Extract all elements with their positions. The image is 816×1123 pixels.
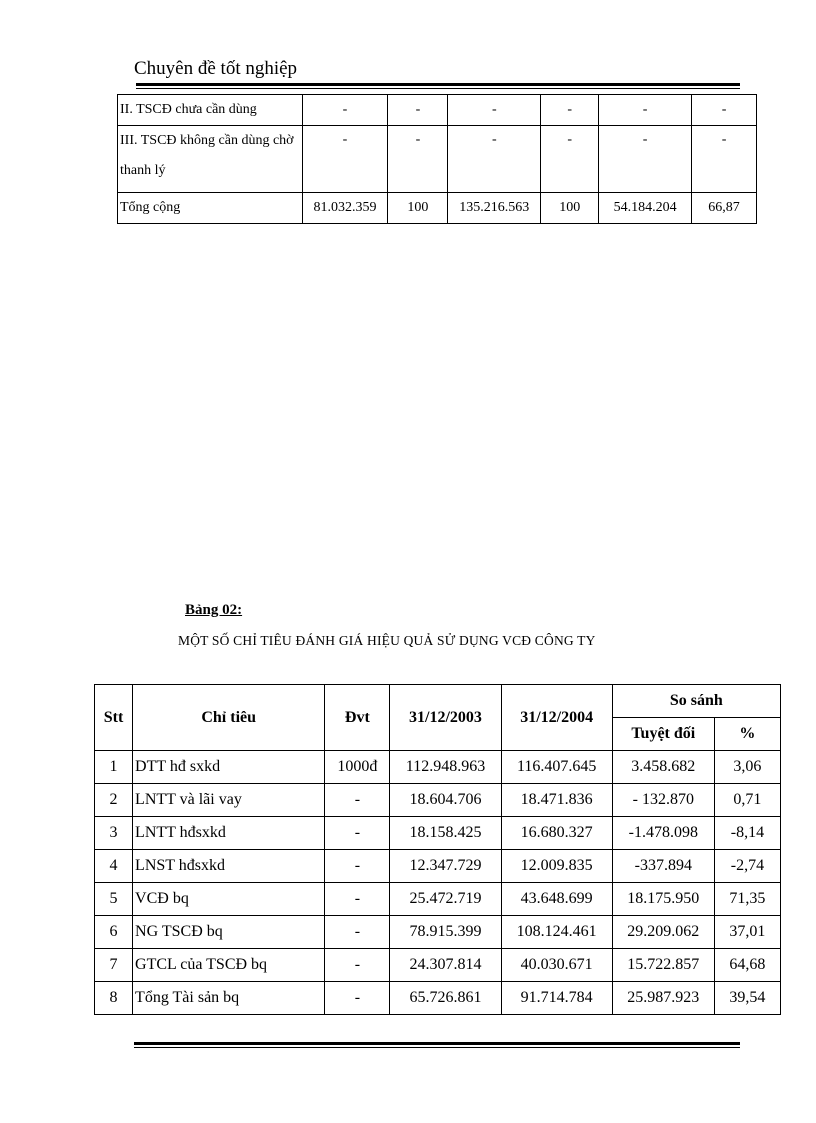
table-cell: - bbox=[541, 95, 599, 126]
table-header-row bbox=[95, 685, 781, 718]
cell-pct: 37,01 bbox=[714, 916, 780, 949]
cell-stt: 6 bbox=[95, 916, 133, 949]
table2-caption: Bảng 02: bbox=[185, 602, 243, 618]
table-row bbox=[95, 817, 781, 850]
cell-stt: 7 bbox=[95, 949, 133, 982]
header-dvt: Đvt bbox=[325, 685, 390, 751]
table-row bbox=[95, 982, 781, 1015]
header-stt: Stt bbox=[95, 685, 133, 751]
table-cell: - bbox=[541, 126, 599, 193]
table-row bbox=[95, 883, 781, 916]
table-cell: - bbox=[599, 95, 692, 126]
header-so-sanh: So sánh bbox=[612, 685, 780, 718]
cell-abs: 25.987.923 bbox=[612, 982, 714, 1015]
cell-name: LNTT và lãi vay bbox=[133, 784, 325, 817]
header-2003: 31/12/2003 bbox=[390, 685, 501, 751]
cell-y2003: 24.307.814 bbox=[390, 949, 501, 982]
cell-y2004: 18.471.836 bbox=[501, 784, 612, 817]
cell-dvt: - bbox=[325, 949, 390, 982]
table-cell: 54.184.204 bbox=[599, 193, 692, 224]
cell-name: GTCL của TSCĐ bq bbox=[133, 949, 325, 982]
table-cell: - bbox=[448, 95, 541, 126]
header-2004: 31/12/2004 bbox=[501, 685, 612, 751]
table-row bbox=[118, 126, 757, 193]
cell-pct: 39,54 bbox=[714, 982, 780, 1015]
cell-y2004: 40.030.671 bbox=[501, 949, 612, 982]
table-row bbox=[95, 949, 781, 982]
cell-dvt: - bbox=[325, 850, 390, 883]
table-row bbox=[118, 193, 757, 224]
header-rule bbox=[136, 83, 740, 89]
table-cell: - bbox=[388, 126, 448, 193]
cell-name: LNST hđsxkd bbox=[133, 850, 325, 883]
cell-y2003: 12.347.729 bbox=[390, 850, 501, 883]
page-header-title: Chuyên đề tốt nghiệp bbox=[134, 58, 298, 79]
cell-y2004: 16.680.327 bbox=[501, 817, 612, 850]
table-cell: 135.216.563 bbox=[448, 193, 541, 224]
row-label: II. TSCĐ chưa cần dùng bbox=[118, 95, 303, 126]
cell-name: VCĐ bq bbox=[133, 883, 325, 916]
table-row bbox=[95, 751, 781, 784]
table-row bbox=[118, 95, 757, 126]
cell-pct: 71,35 bbox=[714, 883, 780, 916]
cell-stt: 8 bbox=[95, 982, 133, 1015]
cell-name: DTT hđ sxkd bbox=[133, 751, 325, 784]
cell-dvt: - bbox=[325, 784, 390, 817]
cell-y2003: 65.726.861 bbox=[390, 982, 501, 1015]
cell-dvt: - bbox=[325, 883, 390, 916]
cell-stt: 1 bbox=[95, 751, 133, 784]
table-cell: 100 bbox=[388, 193, 448, 224]
cell-abs: 3.458.682 bbox=[612, 751, 714, 784]
cell-y2003: 112.948.963 bbox=[390, 751, 501, 784]
header-chi-tieu: Chỉ tiêu bbox=[133, 685, 325, 751]
cell-y2003: 25.472.719 bbox=[390, 883, 501, 916]
assets-table-continued bbox=[117, 94, 757, 224]
cell-y2004: 108.124.461 bbox=[501, 916, 612, 949]
table-cell: - bbox=[388, 95, 448, 126]
table-cell: - bbox=[692, 126, 757, 193]
header-percent: % bbox=[714, 718, 780, 751]
header-tuyet-doi: Tuyệt đối bbox=[612, 718, 714, 751]
table-cell: - bbox=[302, 126, 388, 193]
cell-y2003: 18.604.706 bbox=[390, 784, 501, 817]
row-label: III. TSCĐ không cần dùng chờ thanh lý bbox=[118, 126, 303, 193]
table-row bbox=[95, 784, 781, 817]
cell-abs: -1.478.098 bbox=[612, 817, 714, 850]
cell-y2003: 18.158.425 bbox=[390, 817, 501, 850]
cell-pct: -2,74 bbox=[714, 850, 780, 883]
cell-abs: - 132.870 bbox=[612, 784, 714, 817]
cell-dvt: - bbox=[325, 982, 390, 1015]
row-label: Tổng cộng bbox=[118, 193, 303, 224]
table-cell: - bbox=[302, 95, 388, 126]
cell-abs: 15.722.857 bbox=[612, 949, 714, 982]
cell-name: NG TSCĐ bq bbox=[133, 916, 325, 949]
table-cell: - bbox=[599, 126, 692, 193]
cell-dvt: - bbox=[325, 817, 390, 850]
footer-rule bbox=[134, 1042, 740, 1048]
cell-dvt: - bbox=[325, 916, 390, 949]
efficiency-indicators-table bbox=[94, 684, 781, 1015]
cell-pct: 3,06 bbox=[714, 751, 780, 784]
cell-stt: 5 bbox=[95, 883, 133, 916]
table-cell: 81.032.359 bbox=[302, 193, 388, 224]
cell-abs: 18.175.950 bbox=[612, 883, 714, 916]
cell-dvt: 1000đ bbox=[325, 751, 390, 784]
table-row bbox=[95, 850, 781, 883]
cell-stt: 2 bbox=[95, 784, 133, 817]
cell-name: LNTT hđsxkd bbox=[133, 817, 325, 850]
cell-pct: 64,68 bbox=[714, 949, 780, 982]
cell-pct: 0,71 bbox=[714, 784, 780, 817]
table-row bbox=[95, 916, 781, 949]
cell-y2004: 43.648.699 bbox=[501, 883, 612, 916]
cell-stt: 3 bbox=[95, 817, 133, 850]
cell-name: Tổng Tài sản bq bbox=[133, 982, 325, 1015]
cell-abs: 29.209.062 bbox=[612, 916, 714, 949]
cell-pct: -8,14 bbox=[714, 817, 780, 850]
cell-y2004: 12.009.835 bbox=[501, 850, 612, 883]
table-cell: - bbox=[692, 95, 757, 126]
table-cell: 66,87 bbox=[692, 193, 757, 224]
table-cell: 100 bbox=[541, 193, 599, 224]
cell-y2004: 116.407.645 bbox=[501, 751, 612, 784]
cell-y2003: 78.915.399 bbox=[390, 916, 501, 949]
table2-subtitle: MỘT SỐ CHỈ TIÊU ĐÁNH GIÁ HIỆU QUẢ SỬ DỤNG VCĐ CÔNG TY bbox=[178, 633, 596, 648]
cell-abs: -337.894 bbox=[612, 850, 714, 883]
table-cell: - bbox=[448, 126, 541, 193]
cell-y2004: 91.714.784 bbox=[501, 982, 612, 1015]
cell-stt: 4 bbox=[95, 850, 133, 883]
